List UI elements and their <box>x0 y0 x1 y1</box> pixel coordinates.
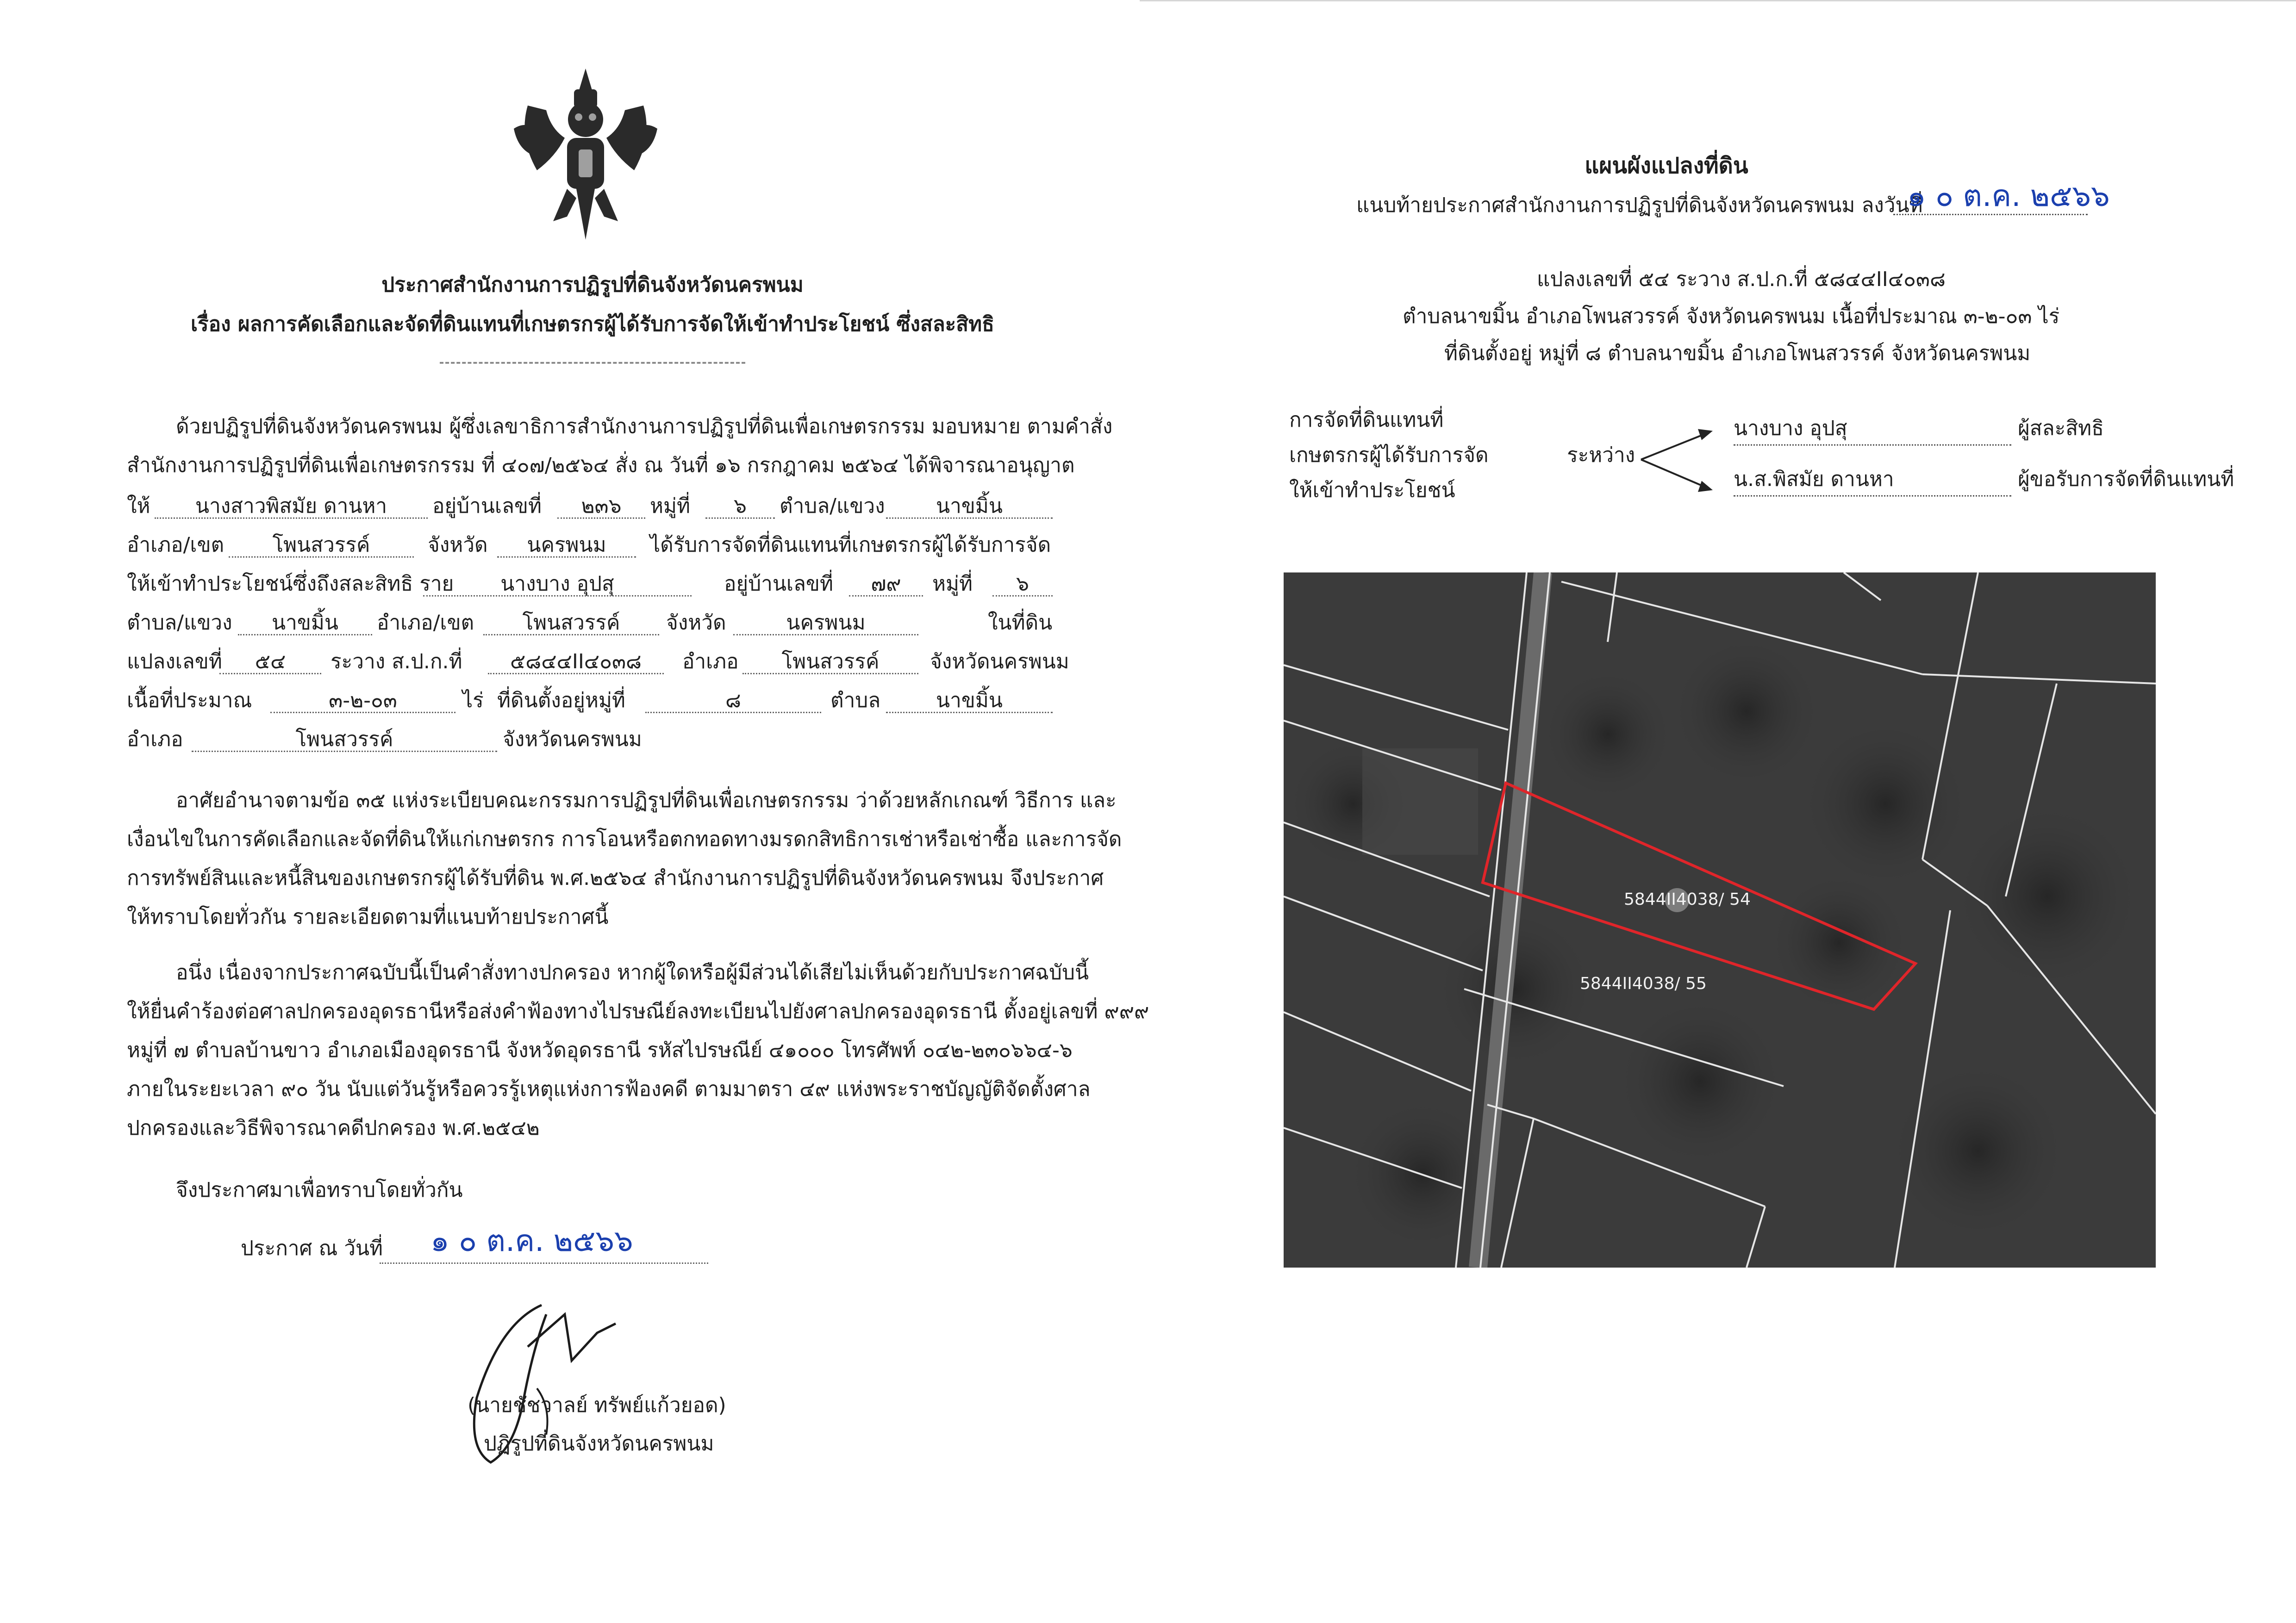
recipient-province: นครพนม <box>497 529 636 558</box>
sheet-no: ๕๘๔๔II๔๐๓๘ <box>488 645 664 674</box>
label-received: ได้รับการจัดที่ดินแทนที่เกษตรกรผู้ได้รับการจัด <box>650 533 1051 557</box>
plot-line-1: แปลงเลขที่ ๕๔ ระวาง ส.ป.ก.ที่ ๕๘๔๔II๔๐๓๘ <box>1537 267 1946 291</box>
page-top-edge <box>1140 0 2296 1</box>
label-amphoe-2: อำเภอ/เขต <box>377 611 474 634</box>
party1-role: ผู้สละสิทธิ <box>2018 417 2104 440</box>
appeal-line-3: หมู่ที่ ๗ ตำบลบ้านขาว อำเภอเมืองอุดรธานี จังหวัดอุดรธานี รหัสไปรษณีย์ ๔๑๐๐๐ โทรศัพท์ ๐๔๒-๒๓๐๖๖๔-๖ <box>127 1038 1073 1062</box>
waiver-name: นางบาง อุปสุ <box>423 567 692 597</box>
aerial-map <box>1284 572 2156 1268</box>
appeal-line-5: ปกครองและวิธีพิจารณาคดีปกครอง พ.ศ.๒๕๔๒ <box>127 1116 540 1140</box>
label-province-2: จังหวัด <box>666 611 726 634</box>
signer-name: (นายชัชวาลย์ ทรัพย์แก้วยอด) <box>468 1393 726 1417</box>
waiver-tambon: นาขมิ้น <box>238 606 372 635</box>
label-house-no-2: อยู่บ้านเลขที่ <box>724 572 834 596</box>
recipient-moo: ๖ <box>705 490 775 519</box>
party2-name: น.ส.พิสมัย ดานหา <box>1734 463 2011 497</box>
party2-role: ผู้ขอรับการจัดที่ดินแทนที่ <box>2018 467 2234 491</box>
intro-line-1: ด้วยปฏิรูปที่ดินจังหวัดนครพนม ผู้ซึ่งเลขาธิการสำนักงานการปฏิรูปที่ดินเพื่อเกษตรกรรม มอบหมาย ตามคำสั่ง <box>176 415 1113 438</box>
label-waiver: ให้เข้าทำประโยชน์ซึ่งถึงสละสิทธิ ราย <box>127 572 454 596</box>
waiver-amphoe: โพนสวรรค์ <box>483 606 659 635</box>
appeal-line-2: ให้ยื่นคำร้องต่อศาลปกครองอุดรธานีหรือส่งคำฟ้องทางไปรษณีย์ลงทะเบียนไปยังศาลปกครองอุดรธานี ตั้งอยู่เลขที่ ๙๙๙ <box>127 1000 1149 1023</box>
label-amphoe: อำเภอ/เขต <box>127 533 225 557</box>
appeal-line-4: ภายในระยะเวลา ๙๐ วัน นับแต่วันรู้หรือควรรู้เหตุแห่งการฟ้องคดี ตามมาตรา ๔๙ แห่งพระราชบัญญัติจัดตั้งศาล <box>127 1077 1091 1101</box>
between-label: ระหว่าง <box>1567 443 1635 467</box>
plot-line-2: ตำบลนาขมิ้น อำเภอโพนสวรรค์ จังหวัดนครพนม เนื้อที่ประมาณ ๓-๒-๐๓ ไร่ <box>1403 305 2060 328</box>
map-title: แผนผังแปลงที่ดิน <box>1585 153 1748 179</box>
announce-date-value: ๑ ๐ ต.ค. ๒๕๖๖ <box>430 1224 633 1258</box>
label-moo-2: หมู่ที่ <box>932 572 973 596</box>
recipient-name: นางสาวพิสมัย ดานหา <box>155 490 428 519</box>
label-house-no: อยู่บ้านเลขที่ <box>432 494 542 518</box>
recipient-amphoe: โพนสวรรค์ <box>229 529 414 558</box>
party1-row <box>1734 412 2104 446</box>
plot-line-3: ที่ดินตั้งอยู่ หมู่ที่ ๘ ตำบลนาขมิ้น อำเภอโพนสวรรค์ จังหวัดนครพนม <box>1444 342 2031 365</box>
plot-amphoe: โพนสวรรค์ <box>742 645 918 674</box>
recipient-house-no: ๒๓๖ <box>557 490 645 519</box>
label-give: ให้ <box>127 494 150 518</box>
title-divider <box>440 362 745 364</box>
label-tambon-2: ตำบล/แขวง <box>127 611 232 634</box>
label-province-4: จังหวัดนครพนม <box>503 728 642 751</box>
authority-line-4: ให้ทราบโดยทั่วกัน รายละเอียดตามที่แนบท้ายประกาศนี้ <box>127 905 609 929</box>
plot-amphoe-2: โพนสวรรค์ <box>192 723 497 752</box>
alloc-line-2: เกษตรกรผู้ได้รับการจัด <box>1289 443 1489 467</box>
label-sheet: ระวาง ส.ป.ก.ที่ <box>331 650 462 673</box>
map-subtitle: แนบท้ายประกาศสำนักงานการปฏิรูปที่ดินจังหวัดนครพนม ลงวันที่ <box>1356 193 1923 217</box>
closing-text: จึงประกาศมาเพื่อทราบโดยทั่วกัน <box>176 1178 463 1202</box>
parcel-55-label: 5844II4038/ 55 <box>1580 974 1707 993</box>
authority-line-2: เงื่อนไขในการคัดเลือกและจัดที่ดินให้แก่เกษตรกร การโอนหรือตกทอดทางมรดกสิทธิการเช่าหรือเช่าซื้อ และการจัด <box>127 827 1122 851</box>
recipient-tambon: นาขมิ้น <box>886 490 1053 519</box>
branch-arrows-icon <box>1639 419 1722 502</box>
authority-line-1: อาศัยอำนาจตามข้อ ๓๕ แห่งระเบียบคณะกรรมการปฏิรูปที่ดินเพื่อเกษตรกรรม ว่าด้วยหลักเกณฑ์ วิธีการ และ <box>176 789 1117 812</box>
waiver-house-no: ๗๙ <box>849 567 923 597</box>
label-located-moo: ที่ดินตั้งอยู่หมู่ที่ <box>497 689 625 712</box>
label-plot-no: แปลงเลขที่ <box>127 650 222 673</box>
map-date-value: ๑ ๐ ต.ค. ๒๕๖๖ <box>1907 179 2110 213</box>
alloc-line-3: ให้เข้าทำประโยชน์ <box>1289 479 1455 502</box>
label-rai: ไร่ <box>462 689 484 712</box>
label-tambon-3: ตำบล <box>830 689 881 712</box>
label-province: จังหวัด <box>428 533 488 557</box>
party1-name: นางบาง อุปสุ <box>1734 412 2011 446</box>
announce-date-label: ประกาศ ณ วันที่ <box>241 1237 383 1260</box>
plot-tambon: นาขมิ้น <box>886 684 1053 713</box>
plot-area: ๓-๒-๐๓ <box>270 684 455 713</box>
plot-no: ๕๔ <box>219 645 321 674</box>
label-amphoe-4: อำเภอ <box>127 728 183 751</box>
parcel-overlay <box>1284 572 2156 1268</box>
appeal-line-1: อนึ่ง เนื่องจากประกาศฉบับนี้เป็นคำสั่งทางปกครอง หากผู้ใดหรือผู้มีส่วนได้เสียไม่เห็นด้วยกับประกาศฉบับนี้ <box>176 961 1089 984</box>
announcement-title: ประกาศสำนักงานการปฏิรูปที่ดินจังหวัดนครพนม <box>381 273 804 297</box>
label-tambon: ตำบล/แขวง <box>780 494 885 518</box>
authority-line-3: การทรัพย์สินและหนี้สินของเกษตรกรผู้ได้รับที่ดิน พ.ศ.๒๕๖๔ สำนักงานการปฏิรูปที่ดินจังหวัดนครพนม จึงประกาศ <box>127 866 1104 890</box>
waiver-province: นครพนม <box>733 606 918 635</box>
signer-title: ปฏิรูปที่ดินจังหวัดนครพนม <box>484 1432 714 1455</box>
announcement-subject: เรื่อง ผลการคัดเลือกและจัดที่ดินแทนที่เกษตรกรผู้ได้รับการจัดให้เข้าทำประโยชน์ ซึ่งสละสิทธิ <box>190 312 995 336</box>
parcel-54-label: 5844II4038/ 54 <box>1624 890 1751 909</box>
label-in-land: ในที่ดิน <box>988 611 1053 634</box>
label-amphoe-3: อำเภอ <box>682 650 739 673</box>
plot-moo: ๘ <box>645 684 821 713</box>
party2-row <box>1734 463 2234 497</box>
intro-line-2: สำนักงานการปฏิรูปที่ดินเพื่อเกษตรกรรม ที่ ๔๐๗/๒๕๖๔ สั่ง ณ วันที่ ๑๖ กรกฎาคม ๒๕๖๔ ได้พิจารณาอนุญาต <box>127 454 1075 477</box>
waiver-moo: ๖ <box>992 567 1053 597</box>
label-moo: หมู่ที่ <box>650 494 691 518</box>
label-area: เนื้อที่ประมาณ <box>127 689 252 712</box>
garuda-emblem <box>509 64 662 244</box>
alloc-line-1: การจัดที่ดินแทนที่ <box>1289 408 1444 432</box>
label-province-3: จังหวัดนครพนม <box>930 650 1069 673</box>
